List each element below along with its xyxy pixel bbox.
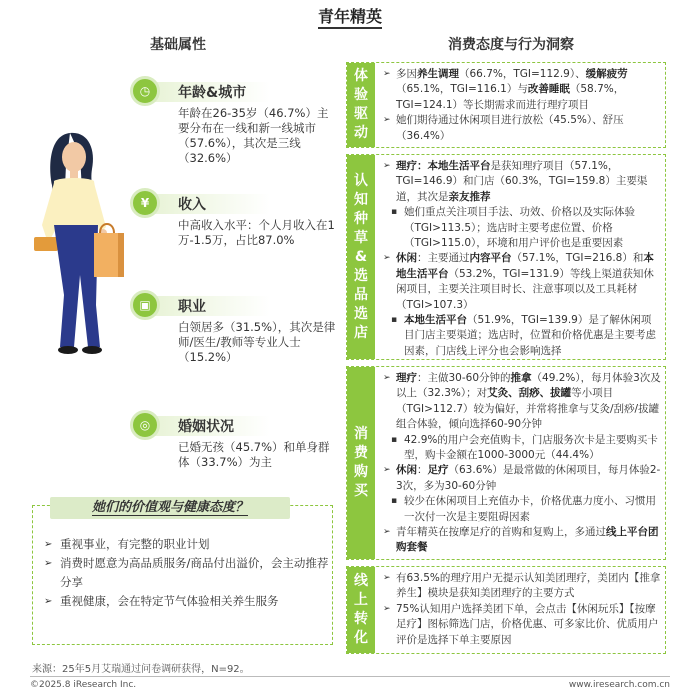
bullet-item: ➢ 75%认知用户选择美团下单，会点击【休闲玩乐】【按摩足疗】图标筛选门店，价格优惠、可多家比价、优质用户评价是选择下单主要原因 <box>383 602 661 648</box>
section-body <box>383 159 661 359</box>
source-note: 来源：25年5月艾瑞通过问卷调研获得，N=92。 <box>32 664 250 675</box>
list-item: ➢ 重视事业，有完整的职业计划 <box>44 535 329 554</box>
attribute-occupation <box>130 294 335 365</box>
section-label: 认 知 种 草 & 选 品 选 店 <box>347 155 375 359</box>
attribute-title: 婚姻状况 <box>178 419 234 435</box>
woman-illustration <box>30 125 140 365</box>
sub-item: ▪ 较少在休闲项目上充值办卡，价格优惠力度小、习惯用一次付一次是主要阻碍因素 <box>391 494 661 525</box>
bullet-item: ➢ 有63.5%的理疗用户无提示认知美团理疗，美团内【推拿养生】模块是获知美团理疗的主要方式 <box>383 571 661 602</box>
section-label: 体 验 驱 动 <box>347 63 375 147</box>
briefcase-icon: ▣ <box>130 290 160 320</box>
section-label: 消 费 购 买 <box>347 367 375 559</box>
list-item: ➢ 消费时愿意为高品质服务/商品付出溢价，会主动推荐分享 <box>44 554 329 592</box>
right-section-header: 消费态度与行为洞察 <box>448 37 574 53</box>
sub-item: ▪ 42.9%的用户会充值购卡，门店服务次卡是主要购买卡型，购卡金额在1000-3000元（44.4%） <box>391 433 661 464</box>
copyright: ©2025.8 iResearch Inc. <box>30 680 137 690</box>
bullet-item: ➢ 休闲：足疗（63.6%）是最常做的休闲项目，每月体验2-3次，多为30-60分钟 <box>383 463 661 494</box>
attribute-title: 年龄&城市 <box>178 85 247 101</box>
bullet-item: ➢ 青年精英在按摩足疗的首购和复购上，多通过线上平台团购套餐 <box>383 525 661 556</box>
clock-icon: ◷ <box>130 76 160 106</box>
left-section-header: 基础属性 <box>150 37 206 53</box>
values-list <box>44 535 329 611</box>
section-body <box>383 571 661 648</box>
section-awareness-selection <box>346 154 666 360</box>
bullet-item: ➢ 理疗：本地生活平台是获知理疗项目（57.1%，TGI=146.9）和门店（60.3%，TGI=159.8）主要渠道，其次是亲友推荐 <box>383 159 661 205</box>
money-bag-icon: ¥ <box>130 188 160 218</box>
attribute-title: 收入 <box>178 197 206 213</box>
footer-divider <box>30 676 670 677</box>
page-title: 青年精英 <box>0 4 700 27</box>
list-item: ➢ 重视健康，会在特定节气体验相关养生服务 <box>44 592 329 611</box>
section-body <box>383 371 661 556</box>
values-title: 她们的价值观与健康态度？ <box>50 497 290 519</box>
attribute-text: 白领居多（31.5%），其次是律师/医生/教师等专业人士（15.2%） <box>178 320 336 364</box>
title-bar-decoration <box>150 194 270 214</box>
attribute-text: 已婚无孩（45.7%）和单身群体（33.7%）为主 <box>178 440 330 469</box>
bullet-item: ➢ 多因养生调理（66.7%，TGI=112.9）、缓解疲劳（65.1%，TGI=116.1）与改善睡眠（58.7%，TGI=124.1）等长期需求而进行理疗项目 <box>383 67 661 113</box>
section-experience-driven <box>346 62 666 148</box>
attribute-text: 年龄在26-35岁（46.7%）主要分布在一线和新一线城市（57.6%），其次是三线（32.6%） <box>178 106 329 165</box>
website-link[interactable]: www.iresearch.com.cn <box>568 680 670 690</box>
attribute-marital-status <box>130 414 335 470</box>
section-label: 线 上 转 化 <box>347 567 375 653</box>
bullet-item: ➢ 休闲：主要通过内容平台（57.1%，TGI=216.8）和本地生活平台（53.2%，TGI=131.9）等线上渠道获知休闲项目，主要关注项目时长、注意事项以及工具耗材（TGI>107.3） <box>383 251 661 313</box>
attribute-text: 中高收入水平：个人月收入在1万-1.5万，占比87.0% <box>178 218 335 247</box>
rings-icon: ◎ <box>130 410 160 440</box>
section-online-conversion <box>346 566 666 654</box>
title-bar-decoration <box>150 296 270 316</box>
section-body <box>383 67 661 144</box>
sub-item: ▪ 本地生活平台（51.9%，TGI=139.9）是了解休闲项目门店主要渠道；选店时，位置和价格优惠是主要考虑因素，门店线上评分也会影响选择 <box>391 313 661 359</box>
bullet-item: ➢ 她们期待通过休闲项目进行放松（45.5%）、舒压（36.4%） <box>383 113 661 144</box>
section-purchase <box>346 366 666 560</box>
attribute-title: 职业 <box>178 299 206 315</box>
sub-item: ▪ 她们重点关注项目手法、功效、价格以及实际体验（TGI>113.5）；选店时主要考虑位置、价格（TGI>115.0），环境和用户评价也是重要因素 <box>391 205 661 251</box>
attribute-age-city <box>130 80 335 166</box>
attribute-income <box>130 192 335 248</box>
bullet-item: ➢ 理疗：主做30-60分钟的推拿（49.2%），每月体验3次及以上（32.3%）；对艾灸、刮痧、拔罐等小项目（TGI>112.7）较为偏好，并常将推拿与艾灸/刮痧/拔罐组合体验，倾向选择60-90分钟 <box>383 371 661 433</box>
